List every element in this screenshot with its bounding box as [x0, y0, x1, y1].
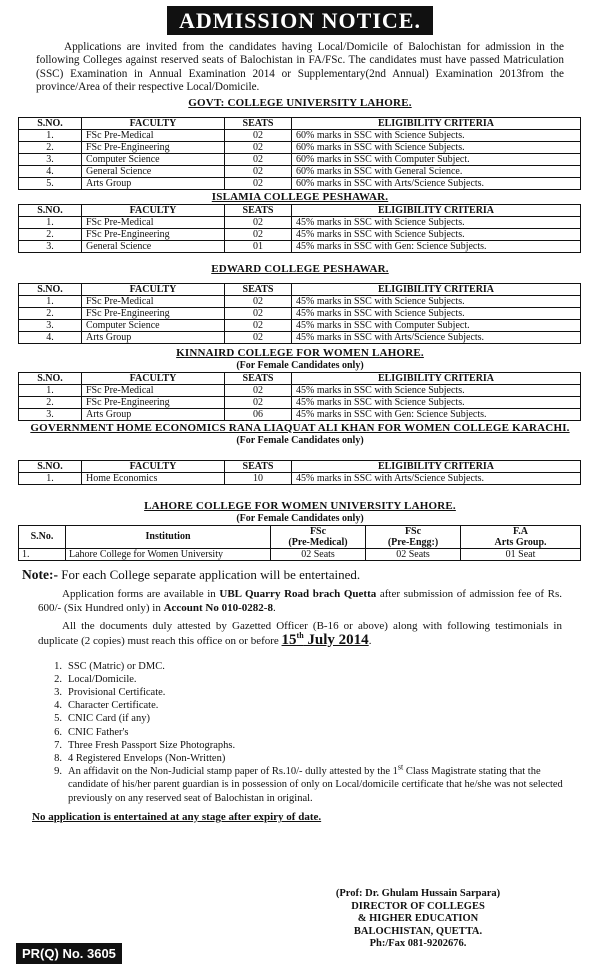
col-seats: SEATS [225, 460, 292, 472]
cell-seats: 02 [225, 177, 292, 189]
cell-faculty: FSc Pre-Engineering [82, 307, 225, 319]
cell-criteria: 60% marks in SSC with Science Subjects. [292, 141, 581, 153]
college-subtitle: (For Female Candidates only) [236, 359, 364, 371]
table-header-row [19, 460, 581, 472]
cell-criteria: 45% marks in SSC with Gen: Science Subjects. [292, 408, 581, 420]
signature-line: DIRECTOR OF COLLEGES [351, 900, 485, 912]
college-title: EDWARD COLLEGE PESHAWAR. [211, 262, 389, 275]
cell-seats: 02 [225, 384, 292, 396]
cell-criteria: 45% marks in SSC with Science Subjects. [292, 228, 581, 240]
col-criteria: ELIGIBILITY CRITERIA [292, 204, 581, 216]
col-faculty: FACULTY [82, 117, 225, 129]
college-table [18, 372, 581, 421]
col-sno: S.NO. [19, 117, 82, 129]
list-item: 4. Character Certificate. [54, 700, 159, 712]
col-fa-arts: F.A Arts Group. [461, 525, 581, 548]
cell-seats: 02 Seats [271, 548, 366, 560]
cell-sno: 1. [19, 384, 82, 396]
college-table [18, 460, 581, 485]
cell-faculty: FSc Pre-Medical [82, 295, 225, 307]
cell-sno: 1. [19, 216, 82, 228]
cell-criteria: 45% marks in SSC with Gen: Science Subjects. [292, 240, 581, 252]
list-item: 8. 4 Registered Envelops (Non-Written) [54, 753, 226, 765]
col-faculty: FACULTY [82, 204, 225, 216]
table-row [19, 384, 581, 396]
cell-seats: 02 [225, 396, 292, 408]
note [22, 567, 600, 583]
col-institution: Institution [66, 525, 271, 548]
cell-seats: 02 [225, 129, 292, 141]
intro-paragraph: Applications are invited from the candidates having Local/Domicile of Balochistan for admission in the following Colleges against reserved seats of Balochistan in FA/FSc. The candidates must have passed Matriculation (SSC) Examination in Annual Examination 2014 or Supplementary(2nd Annual) Examination 2013from the province/Area of their respective Local/Domicile. [36, 41, 564, 94]
cell-sno: 1. [19, 472, 82, 484]
college-title: GOVT: COLLEGE UNIVERSITY LAHORE. [188, 96, 412, 109]
list-item: 2. Local/Domicile. [54, 673, 137, 685]
lcwu-subtitle: (For Female Candidates only) [236, 512, 364, 524]
cell-criteria: 45% marks in SSC with Computer Subject. [292, 319, 581, 331]
list-item: 9. An affidavit on the Non-Judicial stamp paper of Rs.10/- dully attested by the 1st Class Magistrate stating that the candidate of his/her parent guardian is in possession of only on Local/domicile certificate that he/she was not selected previously on any reserved seat of Balochistan in original. [54, 762, 563, 804]
list-item: 3. Provisional Certificate. [54, 687, 166, 699]
table-row [19, 295, 581, 307]
table-row [19, 165, 581, 177]
table-row [19, 319, 581, 331]
lcwu-table [18, 525, 581, 561]
notice-title: ADMISSION NOTICE. [167, 6, 433, 35]
college-title: KINNAIRD COLLEGE FOR WOMEN LAHORE. [176, 346, 424, 359]
table-row [19, 408, 581, 420]
col-criteria: ELIGIBILITY CRITERIA [292, 117, 581, 129]
cell-faculty: Computer Science [82, 319, 225, 331]
col-sno: S.NO. [19, 460, 82, 472]
col-seats: SEATS [225, 117, 292, 129]
lcwu-title: LAHORE COLLEGE FOR WOMEN UNIVERSITY LAHORE. [144, 499, 456, 512]
table-row [19, 141, 581, 153]
table-row [19, 153, 581, 165]
col-faculty: FACULTY [82, 283, 225, 295]
table-row [19, 472, 581, 484]
note-label: Note:- [22, 566, 58, 582]
cell-seats: 02 [225, 319, 292, 331]
cell-seats: 02 [225, 216, 292, 228]
cell-faculty: General Science [82, 165, 225, 177]
cell-criteria: 45% marks in SSC with Science Subjects. [292, 396, 581, 408]
college-sections [0, 97, 600, 485]
cell-seats: 01 [225, 240, 292, 252]
cell-seats: 02 [225, 165, 292, 177]
college-table [18, 204, 581, 253]
cell-sno: 3. [19, 240, 82, 252]
college-table [18, 283, 581, 344]
cell-seats: 06 [225, 408, 292, 420]
cell-sno: 5. [19, 177, 82, 189]
cell-sno: 2. [19, 396, 82, 408]
list-item: 6. CNIC Father's [54, 726, 129, 738]
cell-criteria: 45% marks in SSC with Science Subjects. [292, 216, 581, 228]
cell-seats: 10 [225, 472, 292, 484]
col-fsc-premedical: FSc (Pre-Medical) [271, 525, 366, 548]
cell-sno: 3. [19, 319, 82, 331]
college-title: GOVERNMENT HOME ECONOMICS RANA LIAQUAT ALI KHAN FOR WOMEN COLLEGE KARACHI. [30, 421, 570, 434]
cell-sno: 1. [19, 295, 82, 307]
table-header-row [19, 372, 581, 384]
college-title: ISLAMIA COLLEGE PESHAWAR. [211, 190, 389, 203]
cell-faculty: Arts Group [82, 177, 225, 189]
note-text: For each College separate application will be entertained. [57, 566, 361, 582]
college-subtitle: (For Female Candidates only) [236, 434, 364, 446]
cell-institution: Lahore College for Women University [66, 548, 271, 560]
cell-sno: 2. [19, 141, 82, 153]
list-item: 5. CNIC Card (if any) [54, 713, 150, 725]
cell-seats: 02 Seats [366, 548, 461, 560]
col-sno: S.No. [19, 525, 66, 548]
cell-sno: 2. [19, 307, 82, 319]
col-seats: SEATS [225, 372, 292, 384]
deadline-date: 15th July 2014 [281, 630, 369, 648]
cell-criteria: 60% marks in SSC with Computer Subject. [292, 153, 581, 165]
table-header-row [19, 204, 581, 216]
col-criteria: ELIGIBILITY CRITERIA [292, 372, 581, 384]
cell-faculty: Computer Science [82, 153, 225, 165]
table-row [19, 129, 581, 141]
col-sno: S.NO. [19, 283, 82, 295]
table-row [19, 177, 581, 189]
cell-criteria: 45% marks in SSC with Science Subjects. [292, 295, 581, 307]
college-table [18, 117, 581, 190]
cell-faculty: FSc Pre-Engineering [82, 396, 225, 408]
final-notice: No application is entertained at any stage after expiry of date. [32, 810, 322, 823]
col-seats: SEATS [225, 204, 292, 216]
cell-faculty: FSc Pre-Engineering [82, 141, 225, 153]
table-row [19, 548, 581, 560]
signature-line: Ph:/Fax 081-9202676. [369, 938, 467, 950]
cell-faculty: FSc Pre-Medical [82, 129, 225, 141]
cell-sno: 4. [19, 331, 82, 343]
pr-number: PR(Q) No. 3605 [16, 943, 122, 964]
cell-sno: 1. [19, 129, 82, 141]
col-sno: S.NO. [19, 204, 82, 216]
cell-criteria: 45% marks in SSC with Arts/Science Subjects. [292, 331, 581, 343]
cell-seats: 02 [225, 153, 292, 165]
documents-paragraph: All the documents duly attested by Gazetted Officer (B-16 or above) along with following testimonials in duplicate (2 copies) must reach this office on or before 15th July 2014. [38, 619, 562, 648]
cell-faculty: Home Economics [82, 472, 225, 484]
cell-seats: 02 [225, 331, 292, 343]
table-row [19, 240, 581, 252]
table-row [19, 307, 581, 319]
application-forms-paragraph: Application forms are available in UBL Quarry Road brach Quetta after submission of admission fee of Rs. 600/- (Six Hundred only) in Account No 010-0282-8. [38, 587, 562, 614]
cell-seats: 02 [225, 228, 292, 240]
cell-criteria: 60% marks in SSC with Science Subjects. [292, 129, 581, 141]
cell-seats: 02 [225, 141, 292, 153]
table-header-row [19, 283, 581, 295]
cell-sno: 3. [19, 408, 82, 420]
cell-criteria: 45% marks in SSC with Science Subjects. [292, 384, 581, 396]
col-fsc-preengg: FSc (Pre-Engg:) [366, 525, 461, 548]
cell-seats: 01 Seat [461, 548, 581, 560]
col-criteria: ELIGIBILITY CRITERIA [292, 460, 581, 472]
col-seats: SEATS [225, 283, 292, 295]
col-faculty: FACULTY [82, 460, 225, 472]
cell-criteria: 60% marks in SSC with General Science. [292, 165, 581, 177]
col-sno: S.NO. [19, 372, 82, 384]
cell-sno: 1. [19, 548, 66, 560]
table-header-row [19, 117, 581, 129]
cell-faculty: Arts Group [82, 331, 225, 343]
table-row [19, 216, 581, 228]
cell-faculty: FSc Pre-Medical [82, 216, 225, 228]
col-criteria: ELIGIBILITY CRITERIA [292, 283, 581, 295]
signature-block [320, 888, 516, 951]
table-row [19, 228, 581, 240]
signature-line: & HIGHER EDUCATION [357, 913, 479, 925]
table-row [19, 331, 581, 343]
table-row [19, 396, 581, 408]
cell-seats: 02 [225, 307, 292, 319]
col-faculty: FACULTY [82, 372, 225, 384]
cell-sno: 3. [19, 153, 82, 165]
cell-seats: 02 [225, 295, 292, 307]
signature-line: BALOCHISTAN, QUETTA. [353, 925, 483, 937]
table-header-row [19, 525, 581, 548]
documents-list [42, 660, 600, 766]
signature-line: (Prof: Dr. Ghulam Hussain Sarpara) [335, 888, 501, 899]
list-item: 1. SSC (Matric) or DMC. [54, 660, 165, 672]
cell-faculty: FSc Pre-Medical [82, 384, 225, 396]
cell-faculty: General Science [82, 240, 225, 252]
cell-faculty: Arts Group [82, 408, 225, 420]
cell-criteria: 45% marks in SSC with Science Subjects. [292, 307, 581, 319]
cell-criteria: 45% marks in SSC with Arts/Science Subjects. [292, 472, 581, 484]
cell-sno: 2. [19, 228, 82, 240]
cell-faculty: FSc Pre-Engineering [82, 228, 225, 240]
cell-sno: 4. [19, 165, 82, 177]
cell-criteria: 60% marks in SSC with Arts/Science Subjects. [292, 177, 581, 189]
list-item: 7. Three Fresh Passport Size Photographs. [54, 739, 236, 751]
